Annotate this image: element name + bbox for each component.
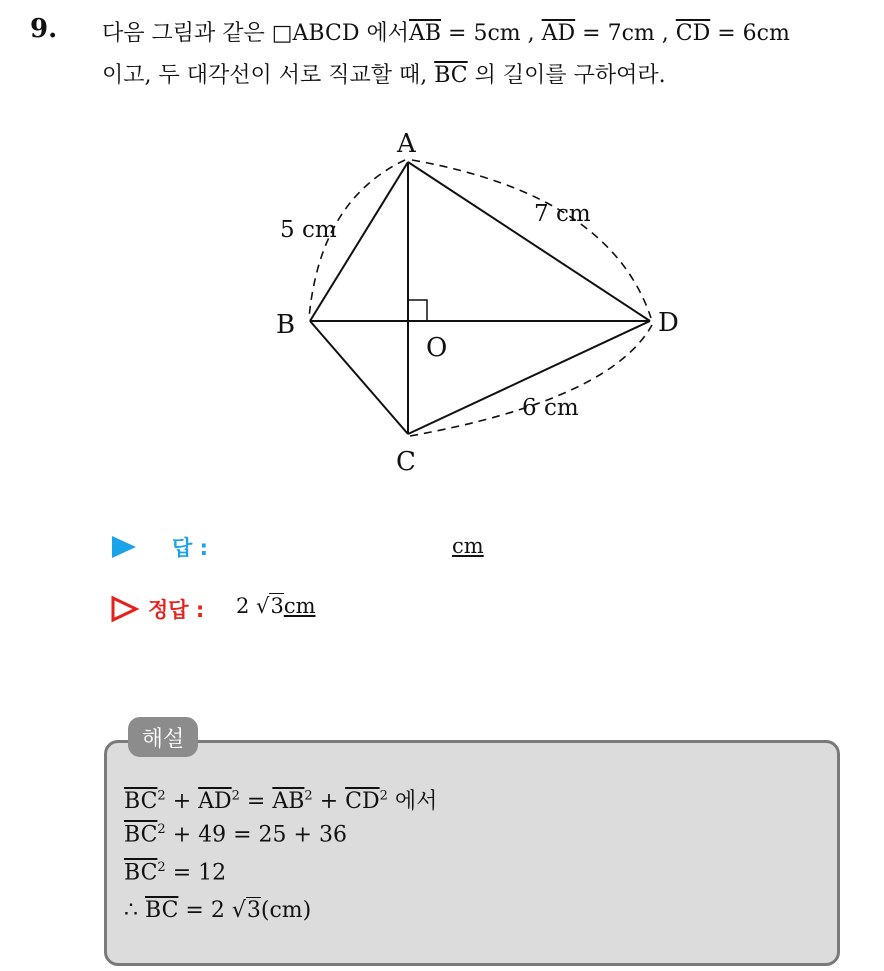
value-ad: = 7cm , xyxy=(575,21,676,46)
sol-ab-1: $\overline{AB}$ xyxy=(272,789,305,814)
question-text-2-prefix: 이고, 두 대각선이 서로 직교할 때, xyxy=(102,63,435,88)
answer-arrow-icon xyxy=(110,534,138,560)
sol-sqrt-symbol: √3 xyxy=(231,898,261,923)
segment-ad: $\overline{AD}$ xyxy=(541,21,576,46)
correct-unit: cm xyxy=(283,594,316,618)
sol-suffix-1: 에서 xyxy=(387,789,438,814)
sqrt-symbol: √3 xyxy=(256,594,284,618)
length-ad-label: 7 cm xyxy=(534,201,591,227)
solution-line-1 xyxy=(124,784,437,815)
right-angle-mark xyxy=(408,300,427,321)
quadrilateral-name: □ABCD xyxy=(271,21,360,46)
solution-line-2 xyxy=(124,822,347,847)
sol-bc-4: $\overline{BC}$ xyxy=(145,898,179,923)
sol-sup-1: 2 xyxy=(157,788,166,804)
answer-unit[interactable]: cm xyxy=(452,534,484,558)
correct-coef: 2 xyxy=(236,594,257,618)
edge-bc xyxy=(310,321,408,434)
question-number: 9. xyxy=(30,14,58,44)
correct-arrow-icon xyxy=(110,595,140,623)
sol-ad-1: $\overline{AD}$ xyxy=(198,789,232,814)
question-text-2-suffix: 의 길이를 구하여라. xyxy=(467,63,666,88)
question-text-prefix: 다음 그림과 같은 xyxy=(102,21,272,46)
correct-label: 정답 : xyxy=(148,598,205,622)
sol-plus-1: + xyxy=(165,789,199,814)
sol-sup-5: 2 xyxy=(157,822,166,837)
sol-radicand: 3 xyxy=(246,898,261,923)
answer-label: 답 : xyxy=(172,536,208,560)
sol-bc-3: $\overline{BC}$ xyxy=(124,860,158,886)
length-cd-label: 6 cm xyxy=(522,395,579,421)
segment-cd: $\overline{CD}$ xyxy=(675,21,711,46)
solution-line-3 xyxy=(124,860,226,885)
sol-eq-1: = xyxy=(239,789,273,814)
center-o-label: O xyxy=(426,333,448,363)
correct-radicand: 3 xyxy=(270,594,284,618)
vertex-c-label: C xyxy=(396,447,416,477)
arc-ad xyxy=(412,160,651,318)
solution-line-4 xyxy=(124,898,311,923)
sol-rest-3: = 12 xyxy=(165,860,227,886)
sol-sup-3: 2 xyxy=(304,788,313,804)
sol-sup-4: 2 xyxy=(379,788,388,804)
length-ab-label: 5 cm xyxy=(280,217,337,243)
vertex-d-label: D xyxy=(658,308,679,338)
sol-bc-2: $\overline{BC}$ xyxy=(124,822,158,848)
therefore-symbol: ∴ xyxy=(124,898,145,923)
vertex-b-label: B xyxy=(276,310,296,340)
segment-ab: $\overline{AB}$ xyxy=(408,21,442,46)
sol-bc-1: $\overline{BC}$ xyxy=(124,789,158,814)
value-cd: = 6cm xyxy=(710,21,790,46)
solution-tag: 해설 xyxy=(128,717,198,757)
sol-cd-1: $\overline{CD}$ xyxy=(345,789,380,814)
sol-rest-2: + 49 = 25 + 36 xyxy=(165,822,347,848)
sol-plus-2: + xyxy=(312,789,346,814)
edge-ad xyxy=(408,162,650,321)
sol-sup-6: 2 xyxy=(157,860,166,875)
value-ab: = 5cm , xyxy=(441,21,542,46)
vertex-a-label: A xyxy=(397,129,416,159)
correct-value xyxy=(236,594,316,618)
segment-bc: $\overline{BC}$ xyxy=(434,63,468,88)
question-text-mid: 에서 xyxy=(359,21,409,46)
sol-unit: (cm) xyxy=(260,898,312,923)
sol-sup-2: 2 xyxy=(231,788,240,804)
sol-eq-4: = 2 xyxy=(178,898,232,923)
solution-box xyxy=(104,740,840,966)
